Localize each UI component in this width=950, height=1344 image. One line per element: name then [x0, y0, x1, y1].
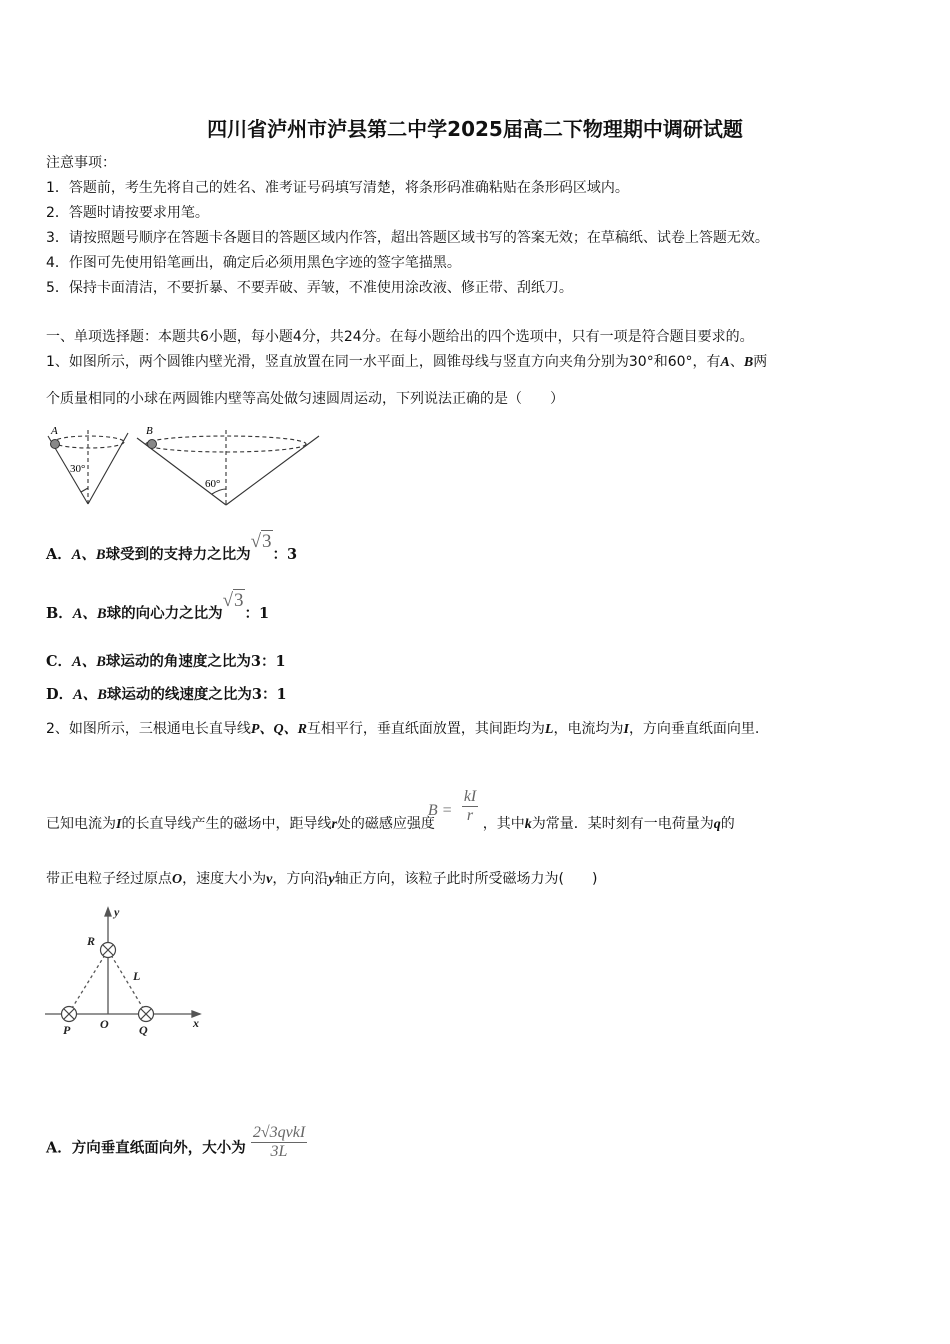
- svg-text:x: x: [193, 1016, 199, 1030]
- option-letter: B．: [46, 605, 73, 622]
- q2-text: ，方向沿: [272, 871, 329, 887]
- option-vars: A、B: [73, 687, 107, 703]
- var-k: k: [524, 816, 532, 832]
- var-a: A: [720, 355, 730, 370]
- q2-text: 轴正方向，该粒子此时所受磁场力为( ): [334, 871, 598, 887]
- label-a: A: [51, 425, 58, 437]
- q1-cone-figure: [40, 418, 330, 513]
- option-formula: $\frac{\text{2√3qvkI}}{3L}$: [252, 1124, 306, 1160]
- page-title: 四川省泸州市泸县第二中学2025届高二下物理期中调研试题: [207, 117, 743, 141]
- q1-line-2: 个质量相同的小球在两圆锥内壁等高处做匀速圆周运动，下列说法正确的是（ ）: [46, 391, 564, 407]
- option-tail: ：3: [272, 546, 298, 563]
- q2-text: 的长直导线产生的磁场中，距导线: [121, 815, 332, 832]
- option-vars: A、B: [71, 547, 106, 563]
- q2-option-a[interactable]: [46, 1124, 307, 1167]
- option-vars: A、B: [72, 606, 107, 622]
- svg-text:L: L: [133, 969, 141, 983]
- option-text: 球受到的支持力之比为: [105, 546, 251, 563]
- section-heading: 一、单项选择题：本题共6小题，每小题4分，共24分。在每小题给出的四个选项中，只有一项是符合题目要求的。: [46, 329, 754, 345]
- label-b: B: [146, 425, 153, 437]
- q1-option-d[interactable]: [46, 683, 287, 704]
- q2-text: ，其中: [482, 815, 525, 832]
- q2-text: ，速度大小为: [182, 871, 267, 887]
- var-i: I: [116, 816, 122, 832]
- option-text: 球运动的线速度之比为3：1: [106, 686, 287, 703]
- var-q: q: [713, 816, 721, 832]
- q1-option-c[interactable]: [46, 650, 286, 671]
- notice-item-2: 2．答题时请按要求用笔。: [46, 205, 209, 221]
- var-i: I: [623, 722, 629, 737]
- var-b: B: [743, 355, 754, 370]
- q2-text: 为常量．某时刻有一电荷量为: [531, 815, 714, 832]
- vars-pqr: P、Q、R: [250, 722, 307, 737]
- q2-text: ，方向垂直纸面向里.: [628, 721, 760, 737]
- option-letter: D．: [46, 686, 74, 703]
- q2-line-2: [46, 776, 735, 832]
- svg-text:O: O: [100, 1017, 109, 1031]
- option-text: 球运动的角速度之比为3：1: [105, 653, 286, 670]
- option-letter: A．: [46, 1139, 72, 1157]
- sqrt-symbol: √3: [250, 531, 272, 552]
- var-o: O: [172, 872, 183, 887]
- q2-text: ，电流均为: [553, 721, 624, 737]
- q2-text: 的: [720, 815, 735, 832]
- svg-text:y: y: [114, 905, 120, 919]
- notice-item-5: 5．保持卡面清洁，不要折暴、不要弄破、弄皱，不准使用涂改液、修正带、刮纸刀。: [46, 280, 573, 296]
- separator: 、: [729, 354, 744, 370]
- var-v: v: [266, 872, 273, 887]
- svg-text:P: P: [63, 1023, 71, 1037]
- q1-option-b[interactable]: [46, 590, 270, 624]
- ball-b: [148, 440, 157, 449]
- angle-30: 30°: [70, 463, 86, 475]
- sqrt-symbol: √3: [222, 590, 244, 611]
- q1-text: 1、如图所示，两个圆锥内壁光滑，竖直放置在同一水平面上，圆锥母线与竖直方向夹角分别为30°和60°，有: [46, 354, 721, 370]
- formula-b: B = kI r: [427, 788, 477, 824]
- q1-text-end: 两: [753, 354, 768, 370]
- option-tail: ：1: [244, 605, 270, 622]
- q2-wire-figure: [40, 900, 220, 1045]
- q2-text: 处的磁感应强度: [336, 815, 435, 832]
- option-text: 方向垂直纸面向外，大小为: [71, 1139, 246, 1157]
- option-vars: A、B: [72, 654, 106, 670]
- notice-heading: 注意事项：: [46, 155, 116, 171]
- var-y: y: [328, 872, 335, 887]
- notice-item-4: 4．作图可先使用铅笔画出，确定后必须用黑色字迹的签字笔描黑。: [46, 255, 461, 271]
- ball-a: [51, 440, 60, 449]
- svg-text:Q: Q: [139, 1023, 148, 1037]
- notice-item-1: 1．答题前，考生先将自己的姓名、准考证号码填写清楚，将条形码准确粘贴在条形码区域内。: [46, 180, 629, 196]
- option-letter: A．: [46, 546, 72, 563]
- svg-text:R: R: [87, 934, 96, 948]
- q2-text: 互相平行，垂直纸面放置，其间距均为: [306, 721, 545, 737]
- q1-option-a[interactable]: [46, 531, 298, 565]
- notice-item-3: 3．请按照题号顺序在答题卡各题目的答题区域内作答，超出答题区域书写的答案无效；在草稿纸、试卷上答题无效。: [46, 230, 769, 246]
- q2-line-1: [46, 718, 759, 738]
- q2-text: 带正电粒子经过原点: [46, 871, 172, 887]
- q2-text: 2、如图所示，三根通电长直导线: [46, 721, 251, 737]
- option-letter: C．: [46, 653, 73, 670]
- var-l: L: [544, 722, 554, 737]
- q2-line-3: [46, 868, 598, 888]
- q1-line-1: [46, 351, 767, 371]
- q2-text: 已知电流为: [46, 815, 116, 832]
- var-r: r: [331, 816, 337, 832]
- option-text: 球的向心力之比为: [106, 605, 223, 622]
- angle-60: 60°: [205, 478, 221, 490]
